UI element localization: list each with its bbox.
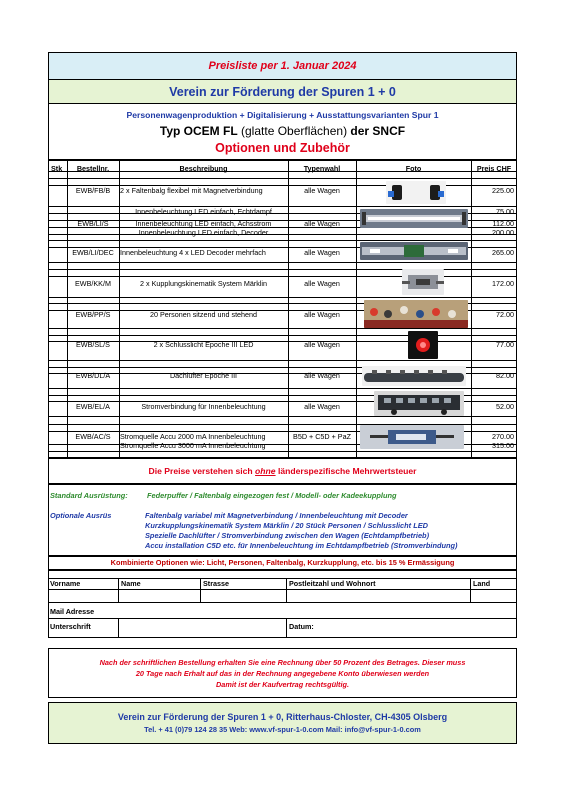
form-label-mail: Mail Adresse [50,607,95,616]
standard-text: Federpuffer / Faltenbalg eingezogen fest / Modell- oder Kadeekupplung [147,491,397,500]
form-label-datum: Datum: [289,622,314,631]
notice-line-3: Damit ist der Kaufvertrag rechtsgültig. [216,680,349,689]
photo-coupling [402,269,444,295]
type-selection: alle Wagen [304,248,340,257]
footer-contact: Tel. + 41 (0)79 124 28 35 Web: www.vf-spur-1-0.com Mail: info@vf-spur-1-0.com [144,725,421,734]
price: 77.00 [496,340,514,349]
optional-line-3: Spezielle Dachlüfter / Stromverbindung zwischen den Wagen (Echtdampfbetrieb) [145,531,430,540]
order-number: EWB/EL/A [76,402,110,411]
signature-field[interactable] [119,619,286,637]
vorname-field[interactable] [49,590,118,602]
price: 75.00 [496,207,514,216]
type-selection: alle Wagen [304,219,340,228]
order-number: EWB/KK/M [75,279,111,288]
notice-line-1: Nach der schriftlichen Bestellung erhalten Sie eine Rechnung über 50 Prozent des Betrages. Dieser muss [99,658,466,667]
date-line: Preisliste per 1. Januar 2024 [208,60,357,72]
order-number: EWB/LI/DEC [72,248,114,257]
photo-roof-vents [362,366,466,386]
price: 172.00 [492,279,514,288]
optional-label: Optionale Ausrüs [50,511,112,520]
type-suffix: der SNCF [350,124,406,138]
type-selection: alle Wagen [304,186,340,195]
type-selection: alle Wagen [304,310,340,319]
mail-field[interactable] [118,603,516,618]
row-description: Stromverbindung für Innenbeleuchtung [141,402,266,411]
photo-bellows [386,181,446,204]
type-selection: alle Wagen [304,402,340,411]
form-label-land: Land [473,579,491,588]
col-header-stk: Stk [51,164,63,173]
row-description: Stromquelle Accu 2000 mA Innenbeleuchtung [120,432,266,441]
order-number: EWB/SL/S [76,340,110,349]
org-title: Verein zur Förderung der Spuren 1 + 0 [169,85,396,99]
price: 315.00 [492,441,514,450]
grid-line [119,160,120,458]
col-header-description: Beschreibung [179,164,228,173]
price: 265.00 [492,248,514,257]
type-line [49,125,516,137]
standard-label: Standard Ausrüstung: [50,491,128,500]
form-label-strasse: Strasse [203,579,229,588]
price: 270.00 [492,432,514,441]
vat-note-emph: ohne [255,466,276,476]
price: 112.00 [492,219,514,228]
row-description: Stromquelle Accu 3000 mA Innenbeleuchtung [120,441,266,450]
price: 82.00 [496,371,514,380]
combined-note: Kombinierte Optionen wie: Licht, Personen, Faltenbalg, Kurzkupplung, etc. bis 15 % Ermässigung [110,558,455,567]
row-description: Innenbeleuchtung LED einfach, Echtdampf [135,207,272,216]
grid-line [67,160,68,458]
photo-battery [360,425,464,449]
type-middle: (glatte Oberflächen) [241,124,348,138]
section-title: Optionen und Zubehör [215,141,350,155]
optional-line-4: Accu installation C5D etc. für Innenbeleuchtung im Echtdampfbetrieb (Stromverbindung) [145,541,458,550]
optional-line-1: Faltenbalg variabel mit Magnetverbindung / Innenbeleuchtung mit Decoder [145,511,408,520]
land-field[interactable] [471,590,516,602]
date-field[interactable] [320,619,516,637]
photo-interior-light [360,209,468,228]
photo-tail-light [408,331,438,359]
type-prefix: Typ OCEM FL [159,124,238,138]
name-field[interactable] [119,590,200,602]
col-header-price: Preis CHF [476,164,512,173]
photo-passengers [364,300,468,328]
vat-note-before: Die Preise verstehen sich [148,466,256,476]
order-number: EWB/LI/S [77,219,109,228]
form-label-vorname: Vorname [50,579,81,588]
row-description: 2 x Schlusslicht Epoche III LED [153,340,254,349]
order-number: EWB/AC/S [75,432,111,441]
price: 225.00 [492,186,514,195]
vat-note-after: länderspezifische Mehrwertsteuer [275,466,417,476]
optional-line-2: Kurzkupplungskinematik System Märklin / 20 Stück Personen / Schlusslicht LED [145,521,428,530]
price: 52.00 [496,402,514,411]
plz-field[interactable] [287,590,470,602]
col-header-type: Typenwahl [303,164,341,173]
grid-line [356,160,357,458]
order-number: EWB/PP/S [75,310,111,319]
footer-title: Verein zur Förderung der Spuren 1 + 0, Ritterhaus-Chloster, CH-4305 Olsberg [117,712,448,722]
row-description: Innenbeleuchtung LED einfach, Achsstrom [135,219,272,228]
type-selection: alle Wagen [304,371,340,380]
row-description: Innenbeleuchtung LED einfach, Decoder [138,228,269,237]
order-number: EWB/FB/B [75,186,111,195]
form-divider [286,618,287,638]
price: 72.00 [496,310,514,319]
footer-box [48,702,517,744]
notice-line-2: 20 Tage nach Erhalt auf das in der Rechnung angegebene Konto überwiesen werden [135,669,430,678]
price: 200.00 [492,228,514,237]
grid-line [288,160,289,458]
col-header-order: Bestellnr. [76,164,110,173]
row-description: 2 x Faltenbalg flexibel mit Magnetverbindung [120,186,263,195]
form-label-name: Name [121,579,141,588]
row-description: Dachlüfter Epoche III [169,371,238,380]
grid-line [471,160,472,458]
photo-power-connection [374,391,464,416]
col-header-photo: Foto [405,164,422,173]
type-selection: B5D + C5D + PaZ [293,432,351,441]
row-description: 2 x Kupplungskinematik System Märklin [139,279,268,288]
photo-decoder-light [360,242,468,260]
type-selection: alle Wagen [304,279,340,288]
form-label-unterschrift: Unterschrift [50,622,91,631]
row-description: 20 Personen sitzend und stehend [149,310,258,319]
strasse-field[interactable] [201,590,286,602]
vat-note [48,467,517,476]
form-label-plz: Postleitzahl und Wohnort [289,579,376,588]
subtitle: Personenwagenproduktion + Digitalisierung + Ausstattungsvarianten Spur 1 [126,110,439,120]
order-number: EWB/DL/A [75,371,111,380]
row-description: Innenbeleuchtung 4 x LED Decoder mehrfach [120,248,266,257]
type-selection: alle Wagen [304,340,340,349]
